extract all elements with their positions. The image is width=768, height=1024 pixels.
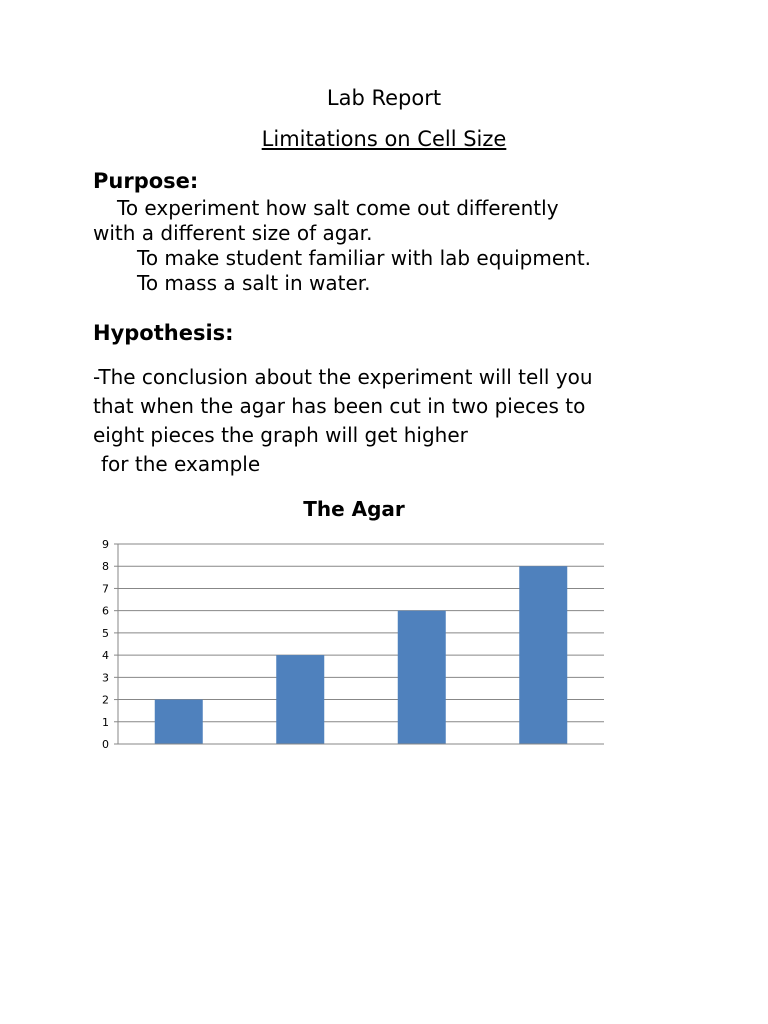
report-subtitle: Limitations on Cell Size [261,127,507,151]
purpose-line: To mass a salt in water. [137,271,371,295]
bar [276,655,324,744]
y-tick-label: 2 [102,693,109,707]
chart-title: The Agar [303,497,405,521]
bar [398,611,446,744]
hypothesis-line: eight pieces the graph will get higher [93,423,468,447]
hypothesis-line: that when the agar has been cut in two pieces to [93,394,586,418]
hypothesis-line: -The conclusion about the experiment will tell you [93,365,593,389]
y-tick-label: 3 [102,671,109,685]
y-tick-label: 9 [102,538,109,551]
purpose-line: To make student familiar with lab equipment. [137,246,592,270]
y-tick-label: 5 [102,626,109,640]
purpose-line: To experiment how salt come out differently [117,196,559,220]
y-tick-label: 6 [102,604,109,618]
hypothesis-heading: Hypothesis: [93,321,234,345]
bar [519,566,567,744]
bar [155,700,203,744]
purpose-line: with a different size of agar. [93,221,373,245]
purpose-heading: Purpose: [93,169,199,193]
y-tick-label: 7 [102,582,109,596]
y-tick-label: 0 [102,738,109,751]
y-tick-label: 4 [102,649,109,663]
report-title: Lab Report [326,86,442,110]
y-tick-label: 1 [102,715,109,729]
hypothesis-line: for the example [101,452,261,476]
y-tick-label: 8 [102,560,109,574]
